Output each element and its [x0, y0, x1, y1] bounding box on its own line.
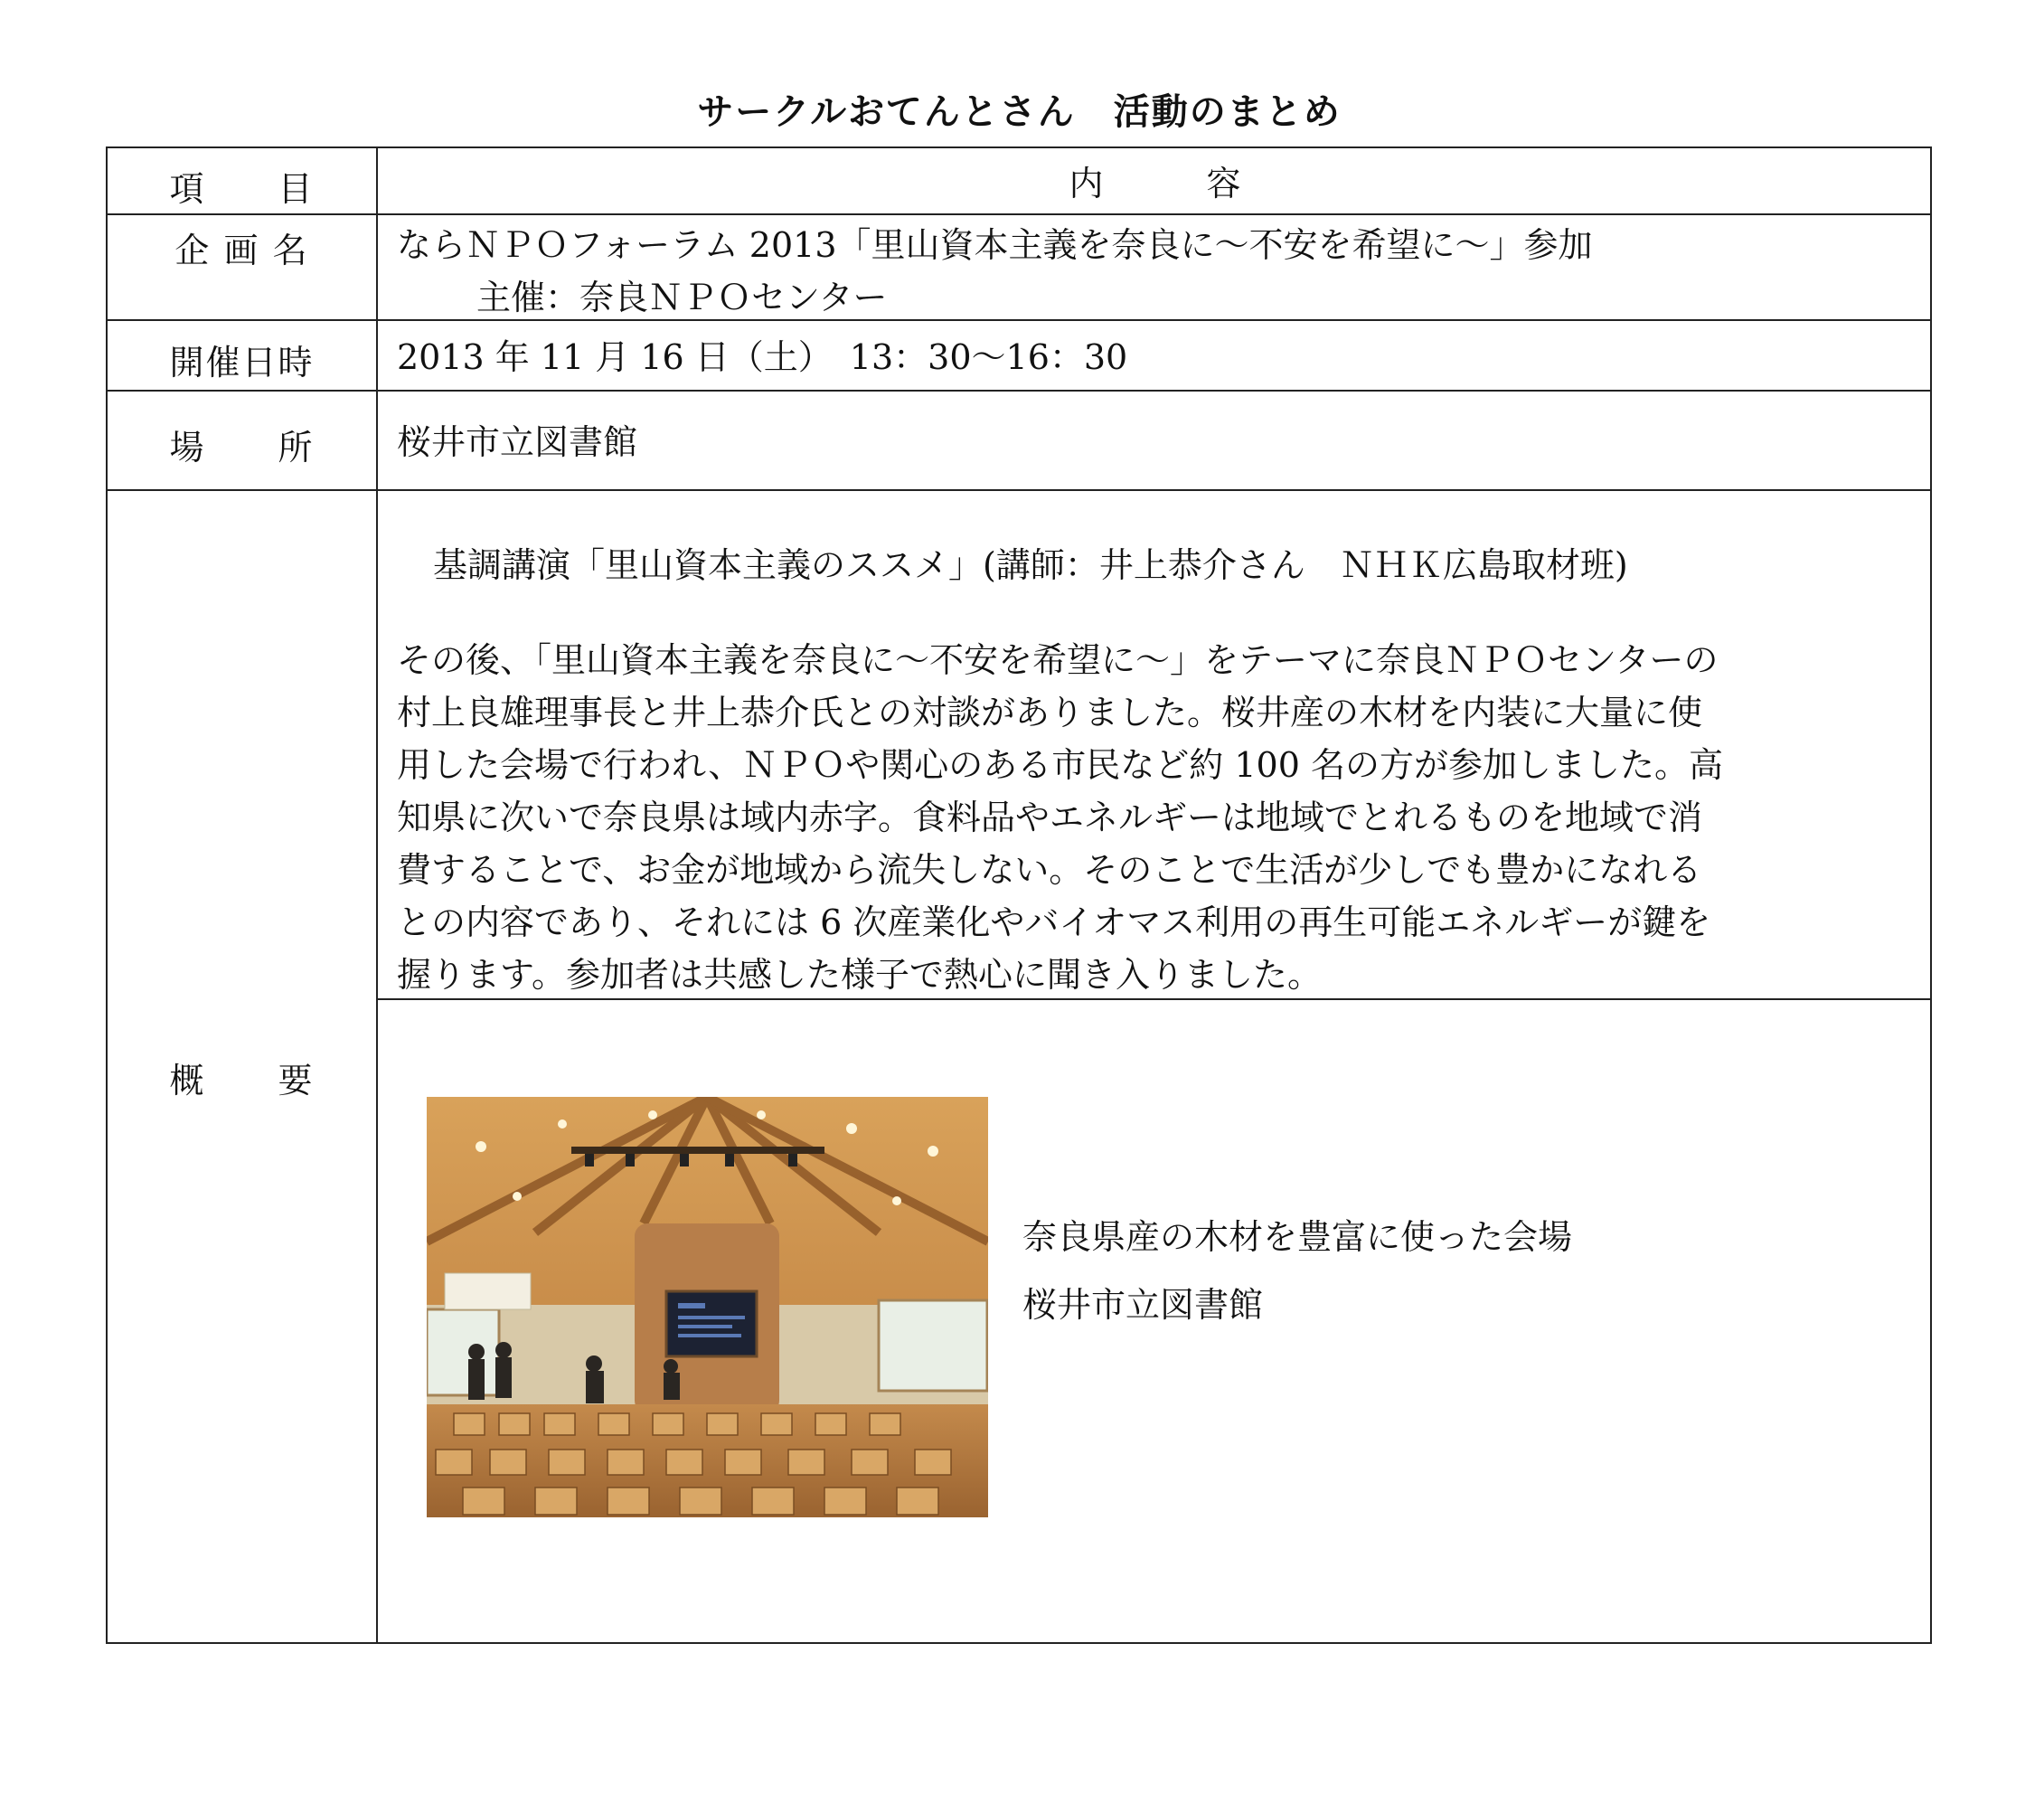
summary-line: 知県に次いで奈良県は域内赤字。食料品やエネルギーは地域でとれるものを地域で消: [397, 798, 1703, 837]
summary-line: との内容であり、それには 6 次産業化やバイオマス利用の再生可能エネルギーが鍵を: [397, 902, 1711, 942]
row-divider: [108, 319, 1930, 321]
summary-line: 用した会場で行われ、ＮＰＯや関心のある市民など約 100 名の方が参加しました。高: [397, 745, 1723, 785]
place-value: 桜井市立図書館: [397, 422, 638, 462]
photo-caption-1: 奈良県産の木材を豊富に使った会場: [1022, 1217, 1573, 1257]
summary-line: 握ります。参加者は共感した様子で熱心に聞き入りました。: [397, 955, 1322, 995]
summary-line: 費することで、お金が地域から流失しない。そのことで生活が少しでも豊かになれる: [397, 850, 1702, 890]
document-title: サークルおてんとさん 活動のまとめ: [697, 91, 1342, 133]
photo-caption-2: 桜井市立図書館: [1022, 1285, 1264, 1325]
plan-label: 企 画 名: [174, 231, 309, 270]
summary-label: 概 要: [169, 1061, 315, 1100]
keynote-text: 基調講演「里山資本主義のススメ」(講師：井上恭介さん ＮＨＫ広島取材班): [433, 545, 1628, 585]
header-content-label: 内 容: [1069, 164, 1241, 203]
header-item-label: 項 目: [169, 169, 315, 209]
plan-name: ならＮＰＯフォーラム 2013「里山資本主義を奈良に～不安を希望に～」参加: [397, 225, 1593, 265]
date-value: 2013 年 11 月 16 日（土） 13：30～16：30: [397, 337, 1128, 377]
row-divider: [108, 390, 1930, 392]
summary-table: [106, 146, 1932, 1644]
summary-body: [397, 634, 1916, 1001]
summary-line: その後、「里山資本主義を奈良に～不安を希望に～」をテーマに奈良ＮＰＯセンターの: [397, 640, 1719, 680]
inner-divider: [378, 998, 1930, 1000]
summary-line: 村上良雄理事長と井上恭介氏との対談がありました。桜井産の木材を内装に大量に使: [397, 693, 1703, 732]
column-divider: [376, 148, 378, 1642]
row-divider: [108, 213, 1930, 215]
date-label: 開催日時: [169, 343, 315, 383]
place-label: 場 所: [169, 428, 315, 468]
venue-photo: [427, 1097, 988, 1517]
plan-organizer: 主催：奈良ＮＰＯセンター: [476, 278, 888, 317]
row-divider: [108, 489, 1930, 491]
